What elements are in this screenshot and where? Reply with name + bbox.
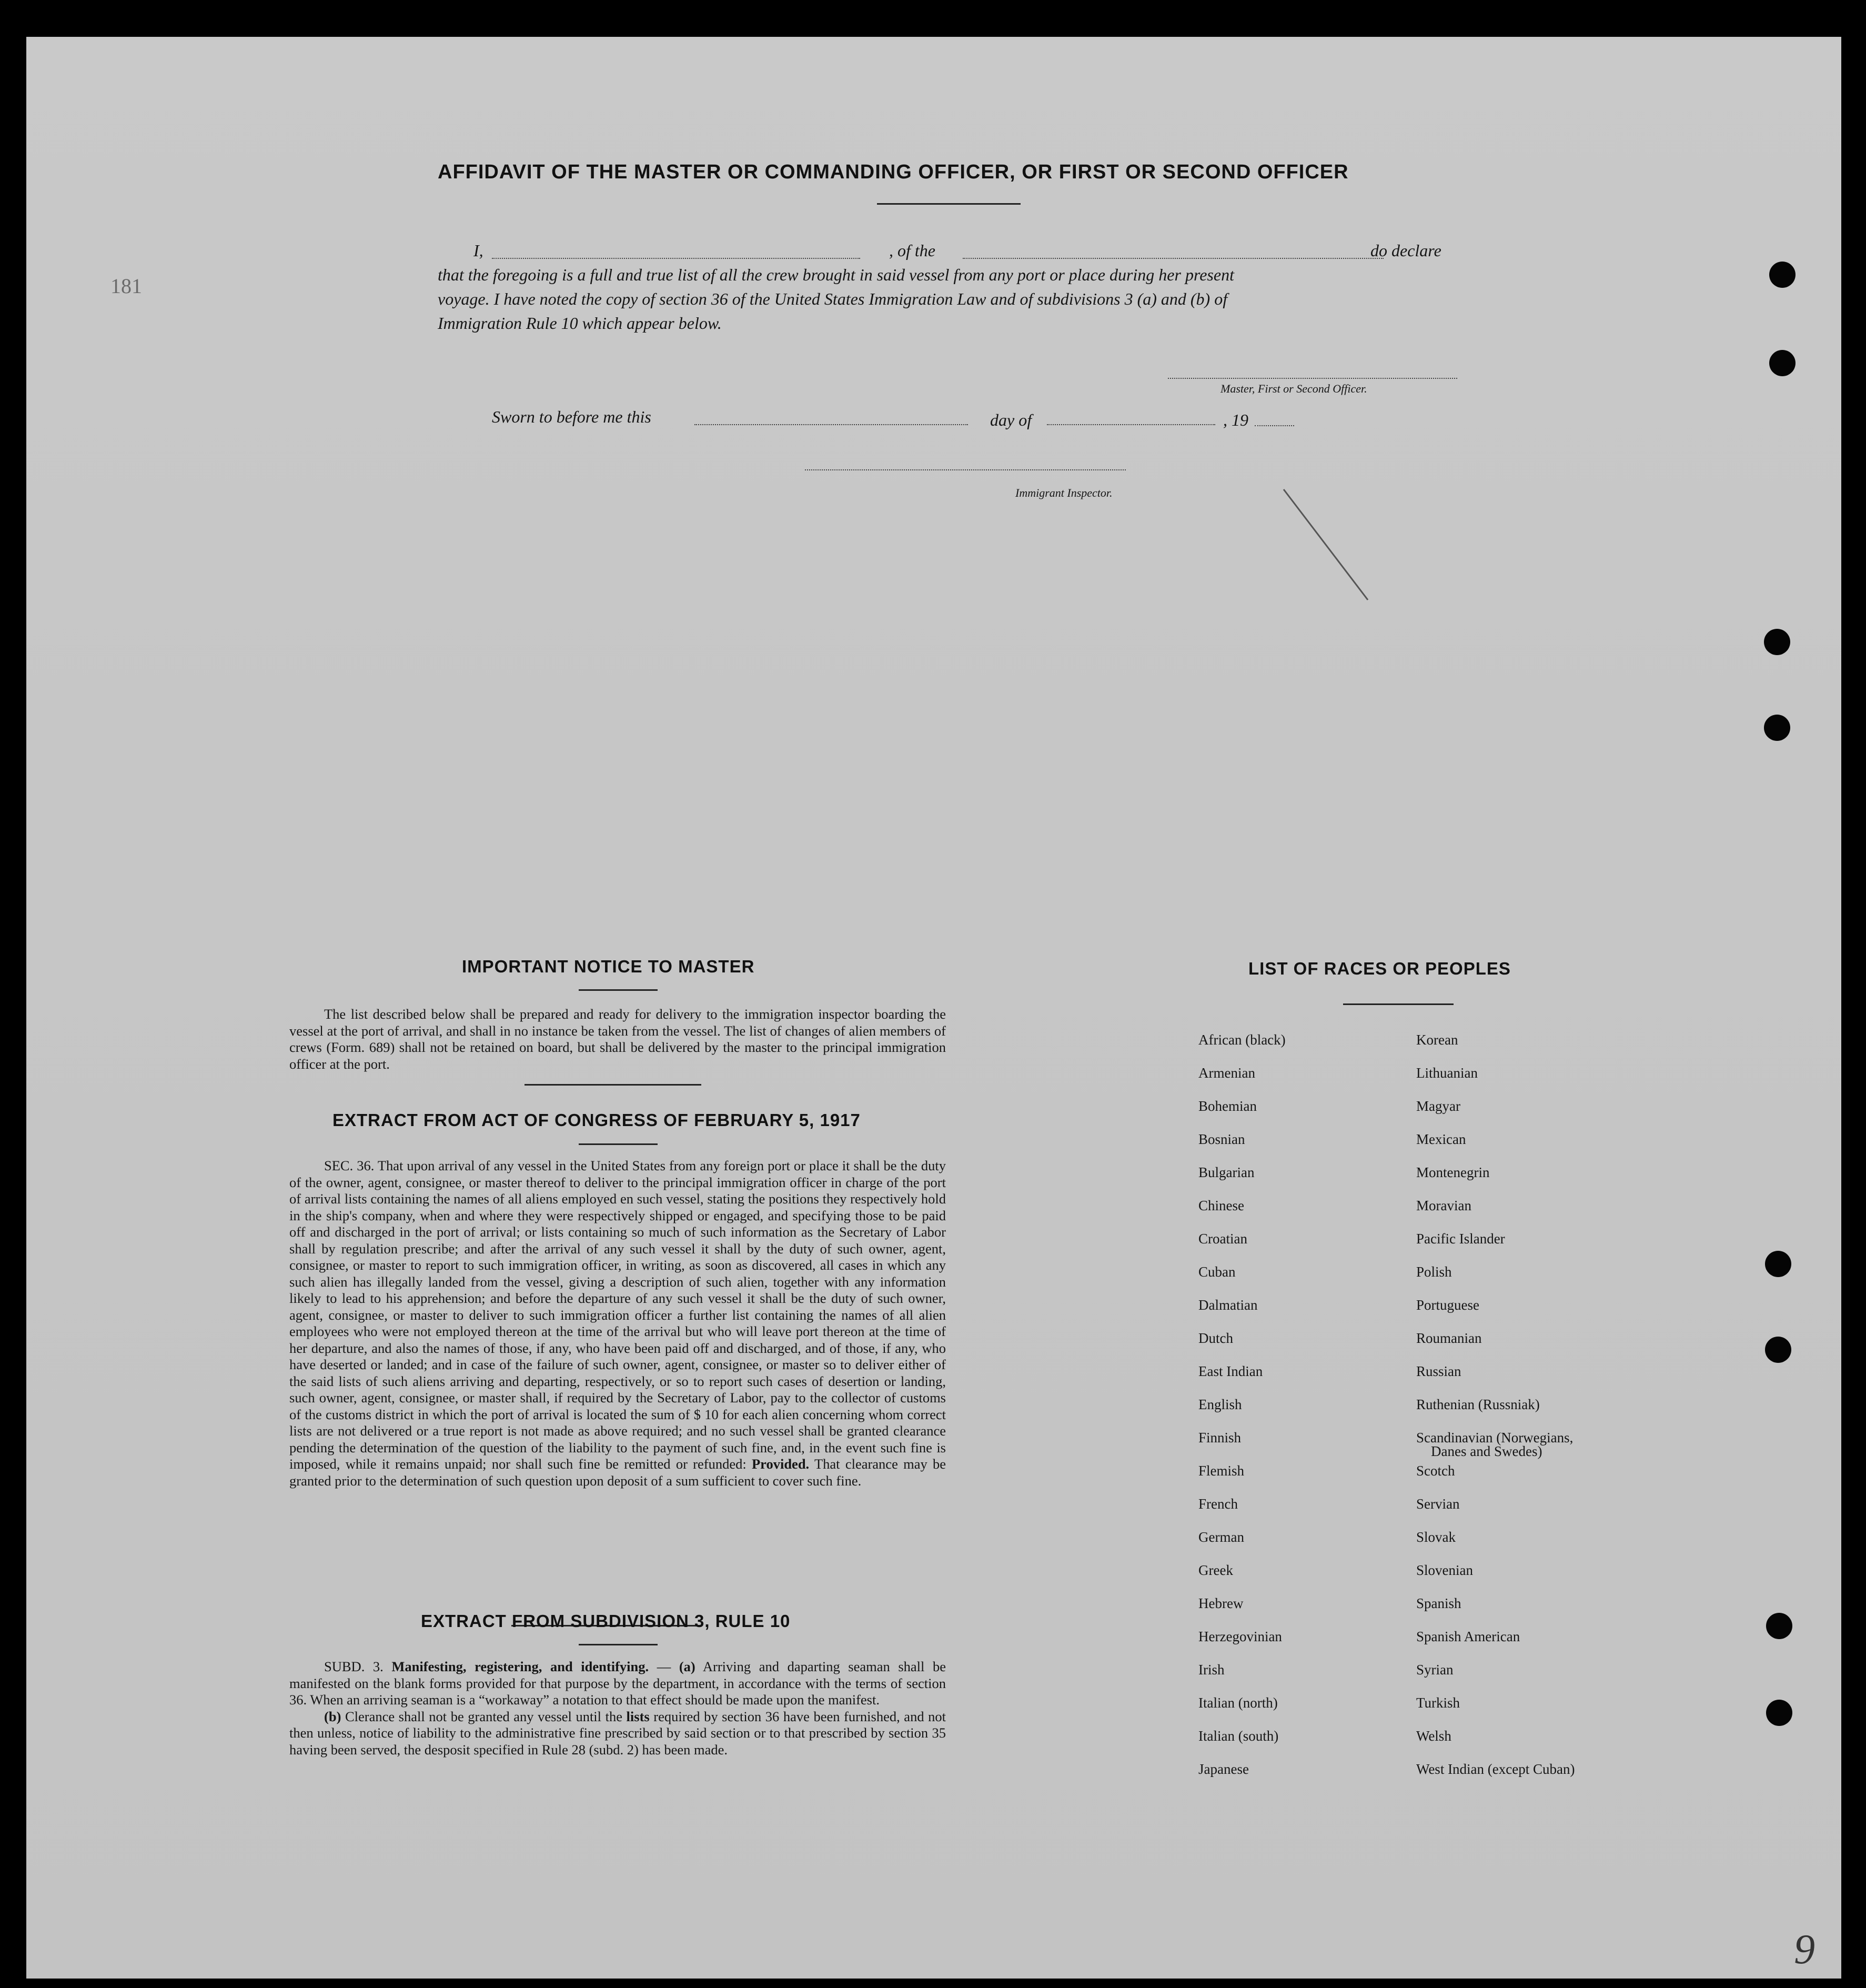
race-item: Armenian [1198, 1065, 1255, 1081]
act-text [289, 1158, 946, 1489]
subd-dash: — [649, 1659, 679, 1674]
race-item: Moravian [1416, 1198, 1471, 1213]
subd-heading: Manifesting, registering, and identifying. [391, 1659, 649, 1674]
race-item: Roumanian [1416, 1330, 1482, 1346]
race-item: Japanese [1198, 1761, 1249, 1777]
race-item: Lithuanian [1416, 1065, 1478, 1081]
subd-b-lists: lists [626, 1708, 650, 1724]
left-margin-number: 181 [110, 274, 142, 298]
act-text-block [289, 1158, 946, 1489]
race-item: Hebrew [1198, 1595, 1244, 1611]
act-text-end: That clearance may be granted prior to the determination of such question upon deposit of a sum sufficient to cover such fine. [289, 1456, 946, 1489]
race-item: German [1198, 1529, 1244, 1545]
race-item: East Indian [1198, 1363, 1263, 1379]
act-provided: Provided. [751, 1456, 810, 1472]
punch-hole [1765, 1251, 1791, 1277]
race-item: Italian (south) [1198, 1728, 1279, 1744]
punch-hole [1766, 1613, 1792, 1639]
race-item: Bohemian [1198, 1098, 1257, 1114]
races-column-2 [1416, 37, 1653, 1979]
inspector-caption: Immigrant Inspector. [1015, 486, 1113, 499]
affidavit-title: AFFIDAVIT OF THE MASTER OR COMMANDING OFFICER, OR FIRST OR SECOND OFFICER [438, 161, 1349, 183]
notice-title-rule [579, 989, 658, 991]
race-item: Danes and Swedes) [1431, 1443, 1542, 1459]
form-page [26, 37, 1841, 1979]
race-item: Flemish [1198, 1463, 1245, 1479]
affidavit-title-rule [877, 203, 1021, 205]
notice-text-block [289, 1006, 946, 1072]
notice-text: The list described below shall be prepared and ready for delivery to the immigration inspector boarding the vessel at the port of arrival, and shall in no instance be taken from the vessel. The list of changes of alien members of crews (Form. 689) shall not be retained on board, but shall be delivered by the master to the principal immigration officer at the port. [289, 1006, 946, 1072]
subd-label: SUBD. 3. [324, 1659, 384, 1674]
race-item: Servian [1416, 1496, 1460, 1512]
act-text-main: SEC. 36. That upon arrival of any vessel in the United States from any foreign port or place it shall be the duty of the owner, agent, consignee, or master thereof to deliver to the principal immigration officer in charge of the port of arrival lists containing the names of all aliens employed en such vessel, stating the positions they respectively hold in the ship's company, when and where they were respectively shipped or engaged, and specifying those to be paid off and discharged in the port of arrival; or lists containing so much of such information as the Secretary of Labor shall by regulation prescribe; and after the arrival of any such vessel it shall by the duty of such owner, agent, consignee, or master to report to such immigration officer, in writing, as soon as discovered, all cases in which any such alien has illegally landed from the vessel, giving a description of such alien, together with any information likely to lead to his apprehension; and before the departure of any such vessel it shall be the duty of such owner, agent, consignee, or master to deliver to such immigration officer a further list containing the names of all alien employees who were not employed thereon at the time of the arrival but who will leave port thereon at the time of her departure, and also the names of those, if any, who have been paid off and discharged, and of those, if any, who have deserted or landed; and in case of the failure of such owner, agent, consignee, or master so to deliver either of the said lists of such aliens arriving and departing, respectively, or so to report such cases of desertion or landing, such owner, agent, consignee, or master shall, if required by the Secretary of Labor, pay to the collector of customs of the customs district in which the port of arrival is located the sum of $ 10 for each alien concerning whom correct lists are not delivered or a true report is not made as above required; and no such vessel shall be granted clearance pending the determination of the question of the liability to the payment of such fine, and, in the event such fine is imposed, while it remains unpaid; nor shall such fine be remitted or refunded: [289, 1158, 946, 1472]
race-item: Bulgarian [1198, 1164, 1255, 1180]
race-item: Scotch [1416, 1463, 1455, 1479]
race-item: Cuban [1198, 1264, 1236, 1280]
affidavit-i: I, [473, 241, 483, 260]
races-title: LIST OF RACES OR PEOPLES [1248, 959, 1511, 978]
race-item: African (black) [1198, 1032, 1286, 1048]
subd-a-text: Arriving and daparting seaman shall be manifested on the blank forms provided for that purpose by the department, in accordance with the terms of section 36. When an arriving seaman is a “workaway” a notation to that effect should be made upon the manifest. [289, 1659, 946, 1708]
race-item: Turkish [1416, 1695, 1460, 1711]
master-signature-caption: Master, First or Second Officer. [1221, 382, 1367, 395]
punch-hole [1765, 1337, 1791, 1363]
rule-text-block [289, 1659, 946, 1758]
notice-bottom-rule [525, 1084, 701, 1086]
subd-b-text-1: Clerance shall not be granted any vessel until the [345, 1708, 622, 1724]
affidavit-do-declare: do declare [1370, 241, 1441, 260]
inspector-signature-line [805, 469, 1126, 470]
affidavit-line-3: voyage. I have noted the copy of section 36 of the United States Immigration Law and of subdivisions 3 (a) and (b) of [438, 289, 1228, 308]
race-item: West Indian (except Cuban) [1416, 1761, 1575, 1777]
punch-hole [1769, 262, 1796, 288]
race-item: Herzegovinian [1198, 1629, 1282, 1644]
year-prefix: , 19 [1223, 410, 1248, 429]
race-item: English [1198, 1397, 1242, 1412]
punch-hole [1764, 629, 1790, 655]
punch-hole [1766, 1700, 1792, 1726]
page-number-handwritten: 9 [1794, 1926, 1815, 1973]
race-item: Welsh [1416, 1728, 1451, 1744]
race-item: Slovak [1416, 1529, 1456, 1545]
act-title: EXTRACT FROM ACT OF CONGRESS OF FEBRUARY 5, 1917 [332, 1110, 861, 1130]
race-item: Syrian [1416, 1662, 1454, 1678]
race-item: Montenegrin [1416, 1164, 1490, 1180]
rule-b-para [289, 1709, 946, 1759]
race-item: Russian [1416, 1363, 1461, 1379]
race-item: Spanish American [1416, 1629, 1520, 1644]
race-item: Italian (north) [1198, 1695, 1278, 1711]
race-item: Croatian [1198, 1231, 1247, 1247]
race-item: Spanish [1416, 1595, 1461, 1611]
race-item: Chinese [1198, 1198, 1244, 1213]
month-blank [1047, 424, 1215, 425]
race-item: Slovenian [1416, 1562, 1473, 1578]
race-item: Pacific Islander [1416, 1231, 1505, 1247]
race-item: Korean [1416, 1032, 1458, 1048]
race-item: Finnish [1198, 1430, 1242, 1445]
race-item: Ruthenian (Russniak) [1416, 1397, 1540, 1412]
race-item: Irish [1198, 1662, 1225, 1678]
rule-title-rule [579, 1644, 658, 1645]
subd-b-text-2: required by section 36 have been furnished, and not then unless, notice of liability to the administrative fine prescribed by said section or to that prescribed by section 35 having been served, the desposit specified in Rule 28 (subd. 2) has been made. [289, 1708, 946, 1758]
race-item: Portuguese [1416, 1297, 1479, 1313]
race-item: Polish [1416, 1264, 1452, 1280]
races-column-1 [1198, 37, 1383, 1979]
punch-hole [1764, 715, 1790, 741]
affidavit-line-4: Immigration Rule 10 which appear below. [438, 314, 722, 333]
race-item: Scandinavian (Norwegians, [1416, 1430, 1574, 1445]
name-blank [492, 258, 860, 259]
affidavit-of-the: , of the [889, 241, 935, 260]
sworn-day-blank [694, 424, 968, 425]
subd-b-label: (b) [324, 1708, 341, 1724]
race-item: French [1198, 1496, 1238, 1512]
notice-title: IMPORTANT NOTICE TO MASTER [462, 957, 755, 976]
rule-a-para [289, 1659, 946, 1709]
day-of-text: day of [990, 410, 1032, 429]
sworn-text: Sworn to before me this [492, 407, 651, 426]
punch-hole [1769, 350, 1796, 376]
race-item: Greek [1198, 1562, 1233, 1578]
race-item: Dutch [1198, 1330, 1233, 1346]
race-item: Mexican [1416, 1131, 1466, 1147]
act-title-rule [579, 1143, 658, 1145]
race-item: Magyar [1416, 1098, 1460, 1114]
rule-title: EXTRACT FROM SUBDIVISION 3, RULE 10 [421, 1611, 791, 1631]
race-item: Bosnian [1198, 1131, 1245, 1147]
subd-a-label: (a) [679, 1659, 695, 1674]
race-item: Dalmatian [1198, 1297, 1258, 1313]
affidavit-line-2: that the foregoing is a full and true list of all the crew brought in said vessel from any port or place during her present [438, 265, 1234, 284]
